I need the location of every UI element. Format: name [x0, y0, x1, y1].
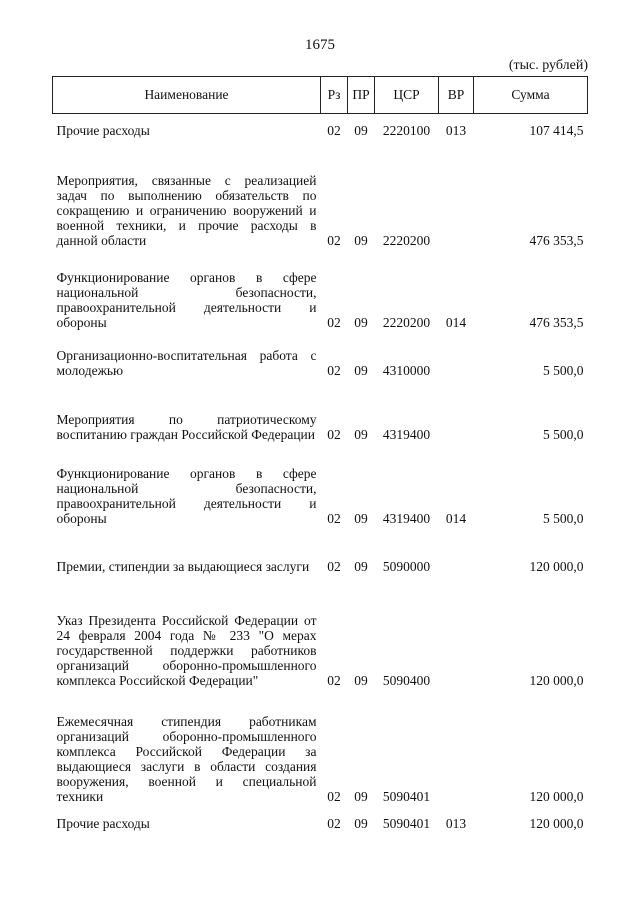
table-row — [53, 154, 588, 252]
row-vr — [439, 154, 474, 252]
header-name: Наименование — [53, 77, 321, 114]
row-vr: 013 — [445, 815, 467, 831]
row-csr: 5090401 — [382, 815, 431, 831]
row-vr: 014 — [445, 314, 467, 330]
row-pr: 09 — [354, 314, 368, 330]
row-name: Прочие расходы — [56, 123, 150, 138]
header-rz: Рз — [321, 77, 348, 114]
row-rz: 02 — [327, 232, 341, 248]
table-row — [53, 252, 588, 334]
row-name: Организационно-воспитательная работа с молодежью — [56, 347, 317, 378]
row-name: Функционирование органов в сфере национальной безопасности, правоохранительной деятельности и обороны — [56, 465, 317, 526]
row-sum: 5 500,0 — [543, 362, 584, 378]
budget-table — [52, 76, 588, 834]
row-name: Указ Президента Российской Федерации от 24 февраля 2004 года № 233 "О мерах государственной поддержки работников организаций оборонно-промышленного комплекса Российской Федерации" — [56, 612, 317, 688]
row-pr: 09 — [354, 558, 368, 574]
row-name: Функционирование органов в сфере национальной безопасности, правоохранительной деятельности и обороны — [56, 269, 317, 330]
row-rz: 02 — [327, 510, 341, 526]
row-sum: 5 500,0 — [543, 426, 584, 442]
row-sum: 120 000,0 — [529, 788, 584, 804]
row-pr: 09 — [354, 426, 368, 442]
row-csr: 2220200 — [382, 232, 431, 248]
row-pr: 09 — [354, 815, 368, 831]
row-rz: 02 — [327, 558, 341, 574]
units-label: (тыс. рублей) — [508, 58, 588, 73]
row-sum: 107 414,5 — [529, 123, 584, 138]
row-vr — [439, 382, 474, 446]
table-row — [53, 692, 588, 808]
row-rz: 02 — [327, 672, 341, 688]
row-sum: 120 000,0 — [529, 815, 584, 831]
row-rz: 02 — [327, 123, 341, 138]
row-pr: 09 — [354, 232, 368, 248]
row-rz: 02 — [327, 362, 341, 378]
header-sum: Сумма — [474, 77, 588, 114]
row-vr: 014 — [445, 510, 467, 526]
row-vr — [439, 692, 474, 808]
table-row — [53, 334, 588, 382]
row-vr — [439, 578, 474, 692]
table-row — [53, 578, 588, 692]
row-csr: 2220200 — [382, 314, 431, 330]
row-name: Мероприятия по патриотическому воспитанию граждан Российской Федерации — [56, 411, 317, 442]
row-name: Ежемесячная стипендия работникам организаций оборонно-промышленного комплекса Российской Федерации за выдающиеся заслуги в области создания вооружения, военной и специальной техники — [56, 713, 317, 804]
row-sum: 120 000,0 — [529, 672, 584, 688]
row-vr — [439, 334, 474, 382]
table-row — [53, 446, 588, 530]
row-sum: 120 000,0 — [529, 558, 584, 574]
row-name: Премии, стипендии за выдающиеся заслуги — [56, 558, 310, 574]
row-vr: 013 — [445, 123, 467, 138]
table-row — [53, 808, 588, 834]
page-number: 1675 — [305, 37, 335, 53]
table-row — [53, 530, 588, 578]
row-rz: 02 — [327, 788, 341, 804]
row-sum: 476 353,5 — [529, 314, 584, 330]
row-pr: 09 — [354, 362, 368, 378]
header-vr: ВР — [439, 77, 474, 114]
table-row — [53, 382, 588, 446]
row-rz: 02 — [327, 815, 341, 831]
row-pr: 09 — [354, 123, 368, 138]
row-name: Прочие расходы — [56, 815, 150, 831]
row-rz: 02 — [327, 426, 341, 442]
row-csr: 4319400 — [382, 510, 431, 526]
row-pr: 09 — [354, 672, 368, 688]
header-csr: ЦСР — [375, 77, 439, 114]
row-name: Мероприятия, связанные с реализацией задач по выполнению обязательств по сокращению и ограничению вооружений и военной техники, и прочие расходы в данной области — [56, 172, 317, 248]
row-csr: 4310000 — [382, 362, 431, 378]
row-csr: 2220100 — [382, 123, 431, 138]
row-csr: 4319400 — [382, 426, 431, 442]
row-pr: 09 — [354, 788, 368, 804]
table-header-row — [53, 77, 588, 114]
row-csr: 5090400 — [382, 672, 431, 688]
row-pr: 09 — [354, 510, 368, 526]
row-csr: 5090401 — [382, 788, 431, 804]
row-sum: 476 353,5 — [529, 232, 584, 248]
row-vr — [439, 530, 474, 578]
row-rz: 02 — [327, 314, 341, 330]
table-row — [53, 114, 588, 154]
row-sum: 5 500,0 — [543, 510, 584, 526]
header-pr: ПР — [348, 77, 375, 114]
row-csr: 5090000 — [382, 558, 431, 574]
